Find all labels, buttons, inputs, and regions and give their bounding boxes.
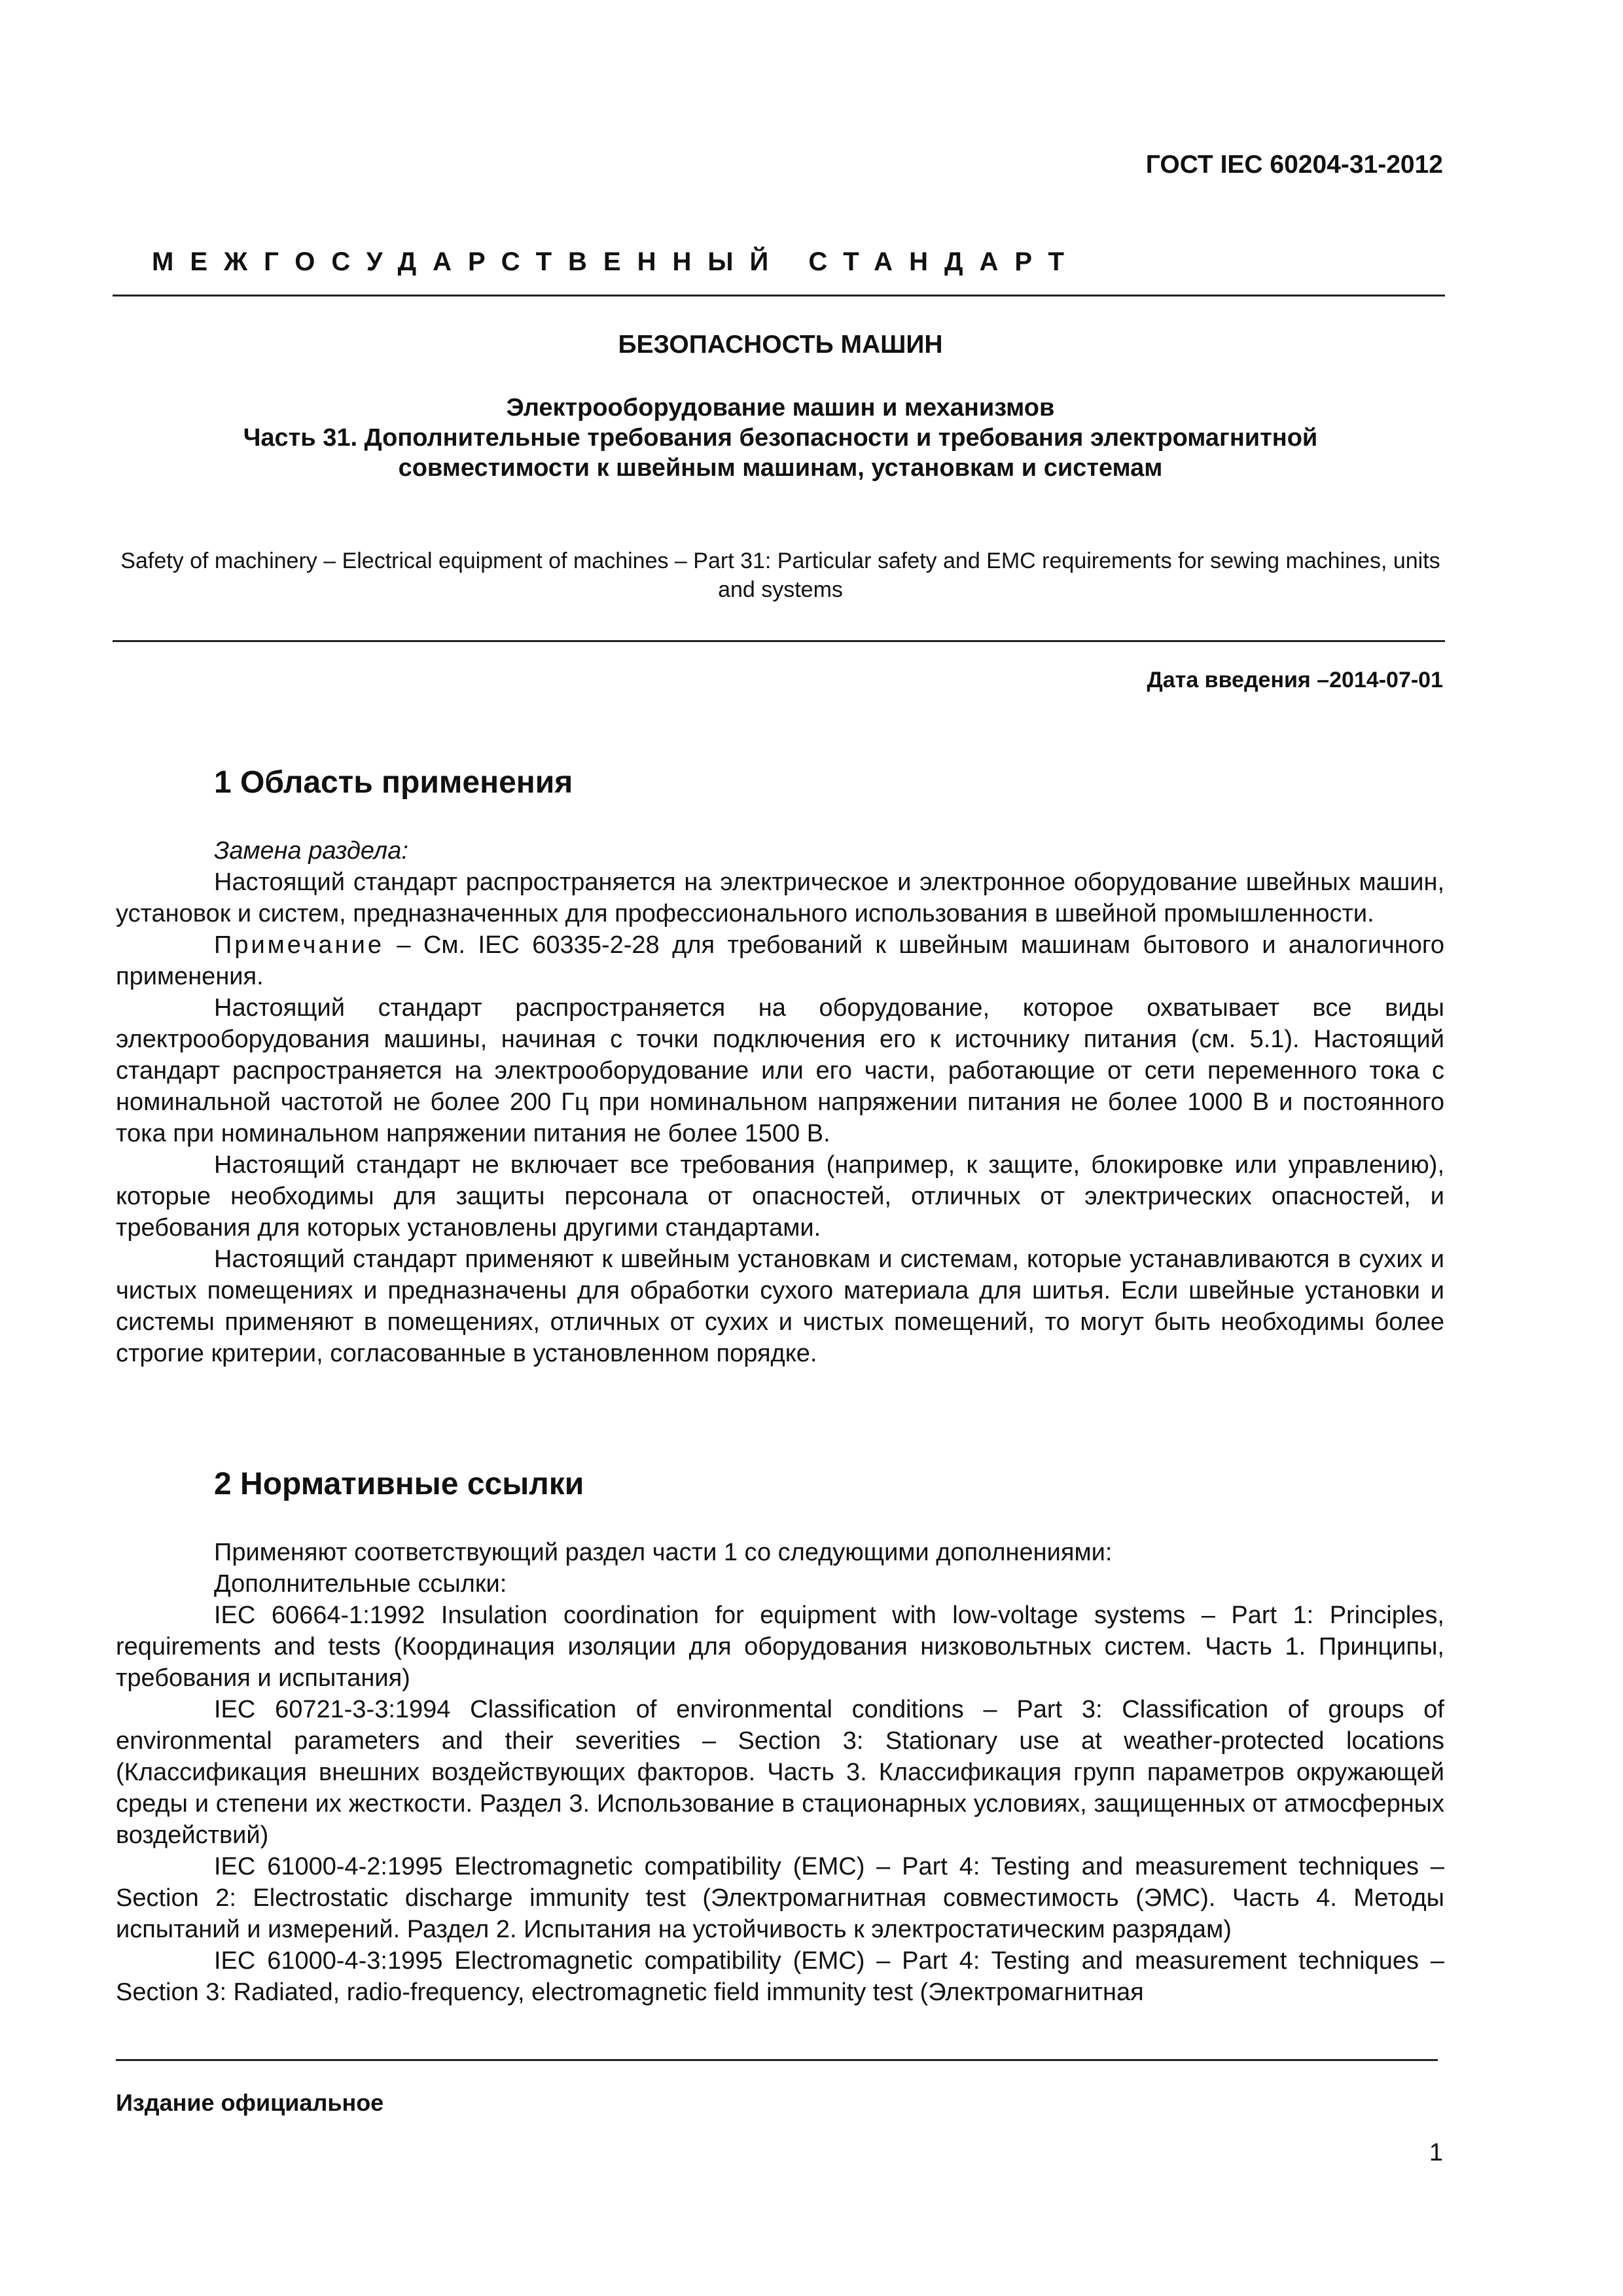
section-2-paragraph: Применяют соответствующий раздел части 1 со следующими дополнениями: bbox=[214, 1539, 1113, 1566]
section-1-title: 1 Область применения bbox=[214, 765, 573, 800]
official-edition-label: Издание официальное bbox=[116, 2089, 384, 2116]
document-title: БЕЗОПАСНОСТЬ МАШИН bbox=[618, 331, 943, 359]
document-subtitle bbox=[115, 393, 1446, 483]
reference-item: IEC 61000-4-3:1995 Electromagnetic compatibility (EMC) – Part 4: Testing and measurement techniques – Section 3: Radiated, radio-frequency, electromagnetic field immunity test (Электромагнитная bbox=[116, 1947, 1444, 2006]
section-1-paragraph: Настоящий стандарт не включает все требования (например, к защите, блокировке или управлению), которые необходимы для защиты персонала от опасностей, отличных от электрических опасностей, и требования для которых установлены другими стандартами. bbox=[116, 1151, 1444, 1242]
section-1-paragraph: Настоящий стандарт распространяется на оборудование, которое охватывает все виды электрооборудования машины, начиная с точки подключения его к источнику питания (см. 5.1). Настоящий стандарт распространяется на электрооборудование или его части, работающие от сети переменного тока с номинальной частотой не более 200 Гц при номинальном напряжении питания не более 1000 В и постоянного тока при номинальном напряжении питания не более 1500 В. bbox=[116, 994, 1444, 1147]
note-label: Примечание bbox=[214, 931, 384, 959]
note-paragraph bbox=[116, 929, 1444, 992]
interstate-standard-heading: МЕЖГОСУДАРСТВЕННЫЙ СТАНДАРТ bbox=[152, 247, 1080, 276]
replacement-label: Замена раздела: bbox=[214, 837, 408, 865]
section-2-paragraph: Дополнительные ссылки: bbox=[214, 1570, 507, 1598]
note-text: – См. IEC 60335-2-28 для требований к швейным машинам бытового и аналогичного применения. bbox=[116, 931, 1444, 990]
section-1-paragraph: Настоящий стандарт применяют к швейным установкам и системам, которые устанавливаются в сухих и чистых помещениях и предназначены для обработки сухого материала для шитья. Если швейные установки и системы применяют в помещениях, отличных от сухих и чистых помещений, то могут быть необходимы более строгие критерии, согласованные в установленном порядке. bbox=[116, 1246, 1444, 1367]
introduction-date: Дата введения –2014-07-01 bbox=[1147, 668, 1443, 692]
section-2-body bbox=[116, 1537, 1444, 2008]
top-divider bbox=[113, 295, 1445, 296]
reference-item: IEC 60664-1:1992 Insulation coordination for equipment with low-voltage systems – Part 1: Principles, requirements and tests (Координация изоляции для оборудования низковольтных систем. Часть 1. Принципы, требования и испытания) bbox=[116, 1602, 1444, 1692]
title-divider bbox=[113, 640, 1445, 642]
reference-item: IEC 61000-4-2:1995 Electromagnetic compatibility (EMC) – Part 4: Testing and measurement techniques –Section 2: Electrostatic discharge immunity test (Электромагнитная совместимость (ЭМС). Часть 4. Методы испытаний и измерений. Раздел 2. Испытания на устойчивость к электростатическим разрядам) bbox=[116, 1853, 1444, 1943]
section-1-paragraph: Настоящий стандарт распространяется на электрическое и электронное оборудование швейных машин, установок и систем, предназначенных для профессионального использования в швейной промышленности. bbox=[116, 869, 1444, 927]
english-title: Safety of machinery – Electrical equipment of machines – Part 31: Particular safety and EMC requirements for sewing machines, units and systems bbox=[120, 548, 1440, 602]
subtitle-line-2: Часть 31. Дополнительные требования безопасности и требования электромагнитной bbox=[243, 424, 1318, 452]
standard-code: ГОСТ IEC 60204-31-2012 bbox=[1145, 151, 1443, 179]
subtitle-line-3: совместимости к швейным машинам, установкам и системам bbox=[398, 454, 1163, 482]
reference-item: IEC 60721-3-3:1994 Classification of environmental conditions – Part 3: Classification of groups of environmental parameters and their severities – Section 3: Stationary use at weather-protected locations (Классификация внешних воздействующих факторов. Часть 3. Классификация групп параметров окружающей среды и степени их жесткости. Раздел 3. Использование в стационарных условиях, защищенных от атмосферных воздействий) bbox=[116, 1696, 1444, 1849]
footer-divider bbox=[116, 2059, 1438, 2061]
section-1-body bbox=[116, 835, 1444, 1369]
section-2-title: 2 Нормативные ссылки bbox=[214, 1467, 584, 1501]
page-number: 1 bbox=[1429, 2139, 1443, 2166]
subtitle-line-1: Электрооборудование машин и механизмов bbox=[506, 394, 1055, 422]
